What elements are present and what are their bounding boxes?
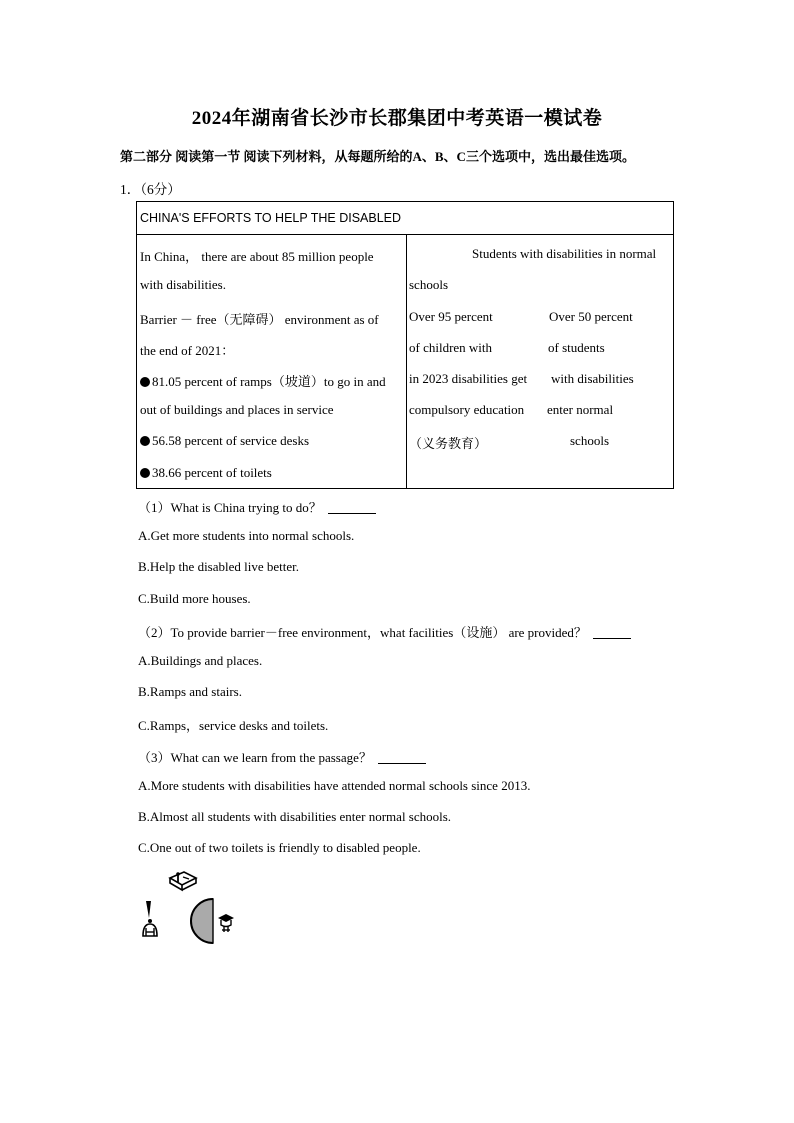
question-3-option-b: B.Almost all students with disabilities enter normal schools. <box>138 809 452 824</box>
question-3-stem <box>138 747 426 766</box>
right-col1-line: Over 95 percent <box>409 309 493 324</box>
right-col2-line: with disabilities <box>551 371 634 386</box>
answer-blank[interactable] <box>328 501 376 514</box>
right-col2-line: enter normal <box>547 402 614 417</box>
question-1-stem <box>138 497 376 516</box>
question-1-option-c: C.Build more houses. <box>138 591 251 606</box>
question-2-option-b: B.Ramps and stairs. <box>138 684 242 699</box>
question-3-option-a: A.More students with disabilities have attended normal schools since 2013. <box>138 778 531 793</box>
illustration-fragment <box>136 866 236 946</box>
question-text: （1）What is China trying to do？ <box>138 500 322 515</box>
answer-blank[interactable] <box>378 751 426 764</box>
section-instructions: 第二部分 阅读第一节 阅读下列材料，从每题所给的A、B、C三个选项中，选出最佳选项。 <box>120 149 635 164</box>
bullet-toilets <box>140 465 272 481</box>
left-line-2: with disabilities. <box>140 277 226 292</box>
table-header: CHINA'S EFFORTS TO HELP THE DISABLED <box>140 211 402 225</box>
right-col2-line: Over 50 percent <box>549 309 633 324</box>
bullet-text: 56.58 percent of service desks <box>152 433 310 448</box>
info-table <box>136 201 674 489</box>
graduation-cap-icon <box>218 914 234 932</box>
bullet-ramps <box>140 371 386 390</box>
question-1-option-a: A.Get more students into normal schools. <box>138 528 355 543</box>
question-2-stem <box>138 622 631 641</box>
bullet-text: 38.66 percent of toilets <box>152 465 272 480</box>
bullet-ramps-cont: out of buildings and places in service <box>140 402 334 417</box>
right-line-2: schools <box>409 277 448 292</box>
right-col1-line: compulsory education <box>409 402 525 417</box>
question-3-option-c: C.One out of two toilets is friendly to disabled people. <box>138 840 421 855</box>
answer-blank[interactable] <box>593 626 631 639</box>
question-text: （3）What can we learn from the passage？ <box>138 750 372 765</box>
book-icon <box>170 872 196 890</box>
right-line-1: Students with disabilities in normal <box>472 246 657 261</box>
bullet-service-desks <box>140 433 309 449</box>
half-circle-chart-icon <box>191 899 213 943</box>
column-divider <box>406 235 407 489</box>
bullet-dot-icon <box>140 377 150 387</box>
left-line-3: Barrier － free（无障碍） environment as of <box>140 312 379 327</box>
person-pin-icon <box>143 901 157 936</box>
left-line-4: the end of 2021： <box>140 343 235 358</box>
right-col1-line: of children with <box>409 340 493 355</box>
bullet-text: 81.05 percent of ramps（坡道）to go in and <box>152 374 386 389</box>
bullet-dot-icon <box>140 436 150 446</box>
right-col1-line: （义务教育） <box>409 436 488 451</box>
right-col2-line: of students <box>548 340 605 355</box>
question-number: 1．（6分） <box>120 182 181 197</box>
question-2-option-a: A.Buildings and places. <box>138 653 263 668</box>
question-1-option-b: B.Help the disabled live better. <box>138 559 300 574</box>
page-title: 2024年湖南省长沙市长郡集团中考英语一模试卷 <box>191 108 603 129</box>
question-text: （2）To provide barrier－free environment，what facilities（设施） are provided？ <box>138 625 587 640</box>
right-col2-line: schools <box>570 433 609 448</box>
right-col1-line: in 2023 disabilities get <box>409 371 528 386</box>
table-header-row <box>137 202 673 235</box>
bullet-dot-icon <box>140 468 150 478</box>
left-line-1: In China， there are about 85 million people <box>140 249 374 264</box>
question-2-option-c: C.Ramps，service desks and toilets. <box>138 718 329 733</box>
